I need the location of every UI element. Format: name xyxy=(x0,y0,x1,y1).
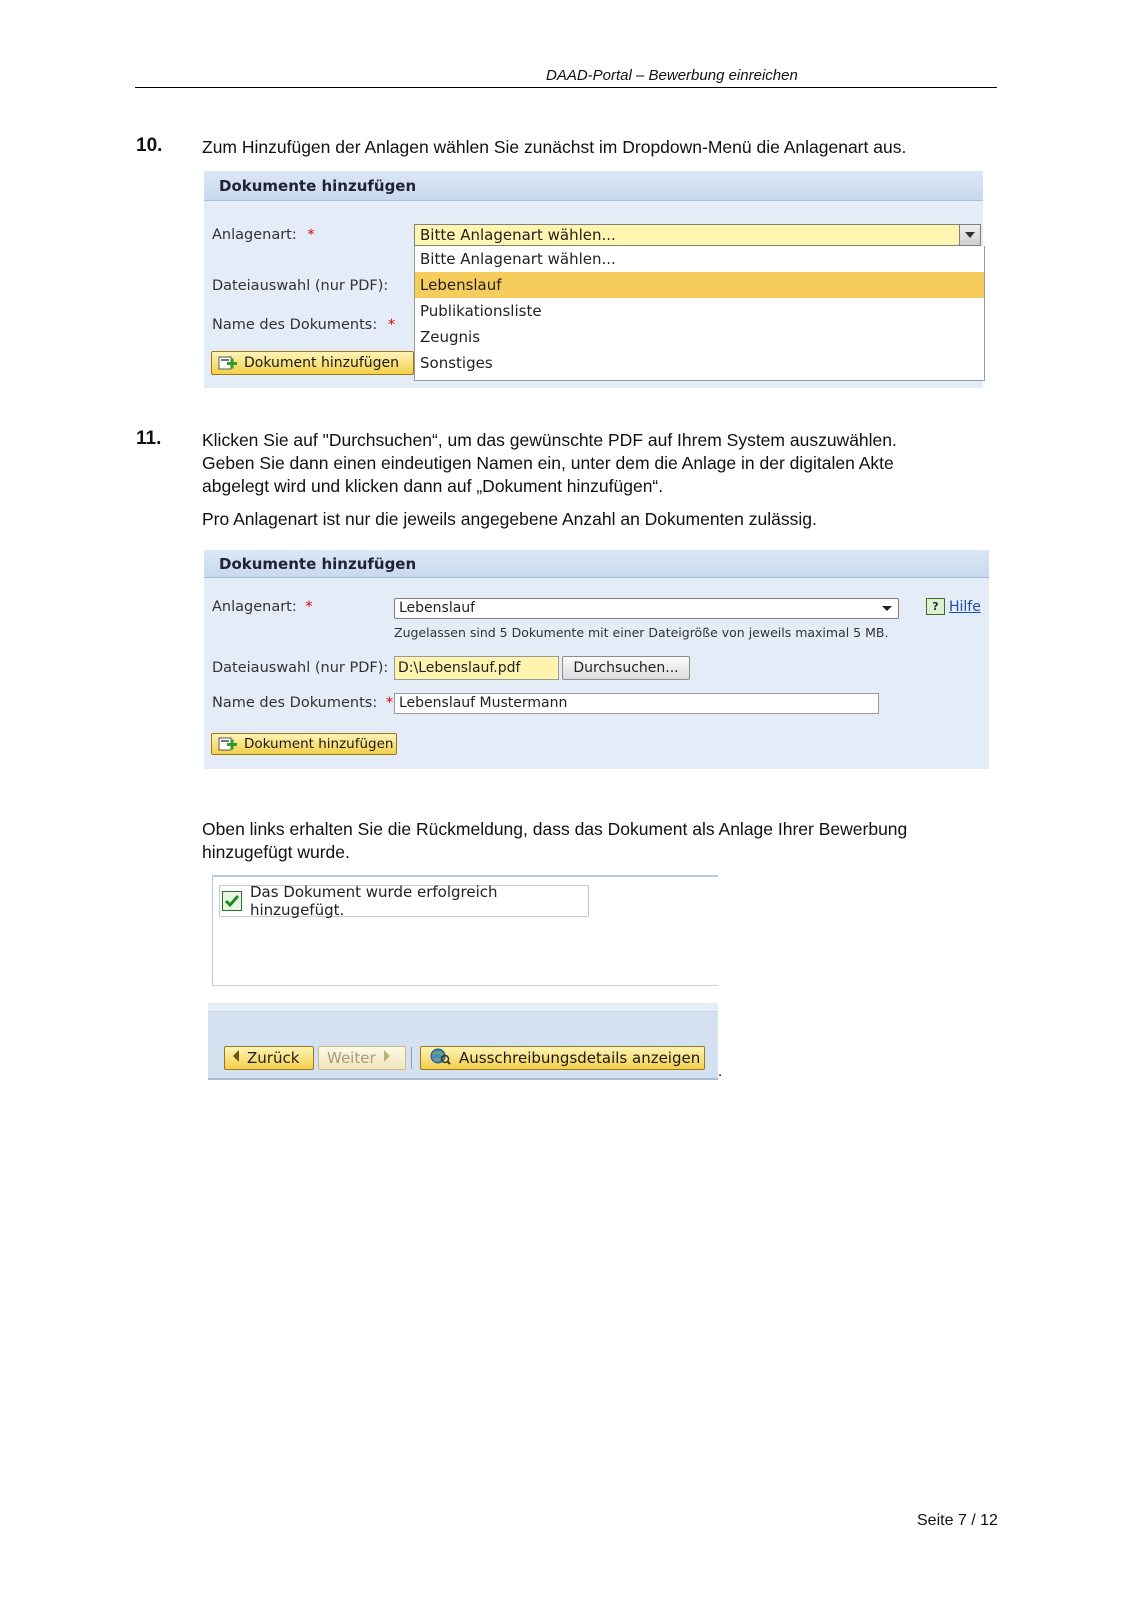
panel-title: Dokumente hinzufügen xyxy=(204,171,983,201)
add-document-button[interactable] xyxy=(211,733,397,755)
checkmark-icon xyxy=(222,891,242,911)
success-message xyxy=(219,885,589,917)
tender-details-button[interactable] xyxy=(420,1046,705,1070)
feedback-text-line-1: Oben links erhalten Sie die Rückmeldung, dass das Dokument als Anlage Ihrer Bewerbung xyxy=(202,819,908,839)
document-header-title: DAAD-Portal – Bewerbung einreichen xyxy=(546,67,798,84)
option-zeugnis[interactable]: Zeugnis xyxy=(420,328,481,346)
anlagenart-label-text: Anlagenart: xyxy=(212,227,297,243)
feedback-text-line-2: hinzugefügt wurde. xyxy=(202,842,350,862)
trailing-period: . xyxy=(718,1063,723,1080)
step-11-number: 11. xyxy=(136,428,162,449)
required-mark: * xyxy=(305,599,313,615)
select-value: Bitte Anlagenart wählen... xyxy=(420,226,616,244)
next-button-label: Weiter xyxy=(327,1049,376,1067)
anlagenart-options-list xyxy=(414,246,985,381)
step-11-text-line-2: Geben Sie dann einen eindeutigen Namen ein, unter dem die Anlage in der digitalen Akte xyxy=(202,453,894,473)
tender-details-button-label: Ausschreibungsdetails anzeigen xyxy=(459,1049,701,1067)
success-message-text: Das Dokument wurde erfolgreich hinzugefügt. xyxy=(250,883,498,919)
upload-hint: Zugelassen sind 5 Dokumente mit einer Dateigröße von jeweils maximal 5 MB. xyxy=(394,625,889,640)
required-mark: * xyxy=(387,317,396,333)
next-button[interactable] xyxy=(318,1046,406,1070)
help-icon: ? xyxy=(926,598,945,615)
panel-title: Dokumente hinzufügen xyxy=(204,550,989,578)
required-mark: * xyxy=(307,227,315,243)
help-link-label: Hilfe xyxy=(949,598,981,615)
feedback-message-area xyxy=(212,875,718,986)
toolbar-divider xyxy=(411,1047,412,1069)
back-button[interactable] xyxy=(224,1046,314,1070)
name-label xyxy=(212,695,393,711)
page-number: Seite 7 / 12 xyxy=(917,1512,998,1529)
step-11-text-line-3: abgelegt wird und klicken dann auf „Dokument hinzufügen“. xyxy=(202,476,664,496)
dropdown-arrow-icon[interactable] xyxy=(959,225,980,245)
globe-search-icon xyxy=(429,1047,451,1069)
arrow-left-icon xyxy=(231,1049,241,1067)
step-11-text-line-1: Klicken Sie auf "Durchsuchen“, um das gewünschte PDF auf Ihrem System auszuwählen. xyxy=(202,430,897,450)
back-button-label: Zurück xyxy=(247,1049,300,1067)
navigation-toolbar xyxy=(208,1003,718,1080)
dateiauswahl-label: Dateiauswahl (nur PDF): xyxy=(212,278,389,294)
header-rule xyxy=(135,87,997,88)
add-documents-panel-filled xyxy=(204,550,989,769)
step-11-text-2: Pro Anlagenart ist nur die jeweils angegebene Anzahl an Dokumenten zulässig. xyxy=(202,509,817,529)
anlagenart-select[interactable] xyxy=(394,598,899,619)
arrow-right-icon xyxy=(382,1049,392,1067)
anlagenart-label-text: Anlagenart: xyxy=(212,599,297,615)
toolbar-separator-line xyxy=(208,1011,718,1012)
help-link[interactable] xyxy=(926,598,981,615)
step-10-number: 10. xyxy=(136,135,163,156)
option-lebenslauf[interactable]: Lebenslauf xyxy=(415,272,984,298)
required-mark: * xyxy=(385,695,394,711)
add-document-button-label: Dokument hinzufügen xyxy=(244,355,399,371)
anlagenart-label xyxy=(212,227,315,243)
add-document-button[interactable] xyxy=(211,351,414,375)
browse-button[interactable]: Durchsuchen... xyxy=(562,656,690,680)
name-label-text: Name des Dokuments: xyxy=(212,695,378,711)
document-name-input[interactable]: Lebenslauf Mustermann xyxy=(394,693,879,714)
anlagenart-label xyxy=(212,599,313,615)
option-bitte-waehlen[interactable]: Bitte Anlagenart wählen... xyxy=(420,250,616,268)
add-document-icon xyxy=(218,736,238,752)
dateiauswahl-label: Dateiauswahl (nur PDF): xyxy=(212,660,389,676)
chevron-down-icon xyxy=(880,599,894,624)
option-publikationsliste[interactable]: Publikationsliste xyxy=(420,302,542,320)
add-document-button-label: Dokument hinzufügen xyxy=(244,736,394,752)
anlagenart-select-open[interactable] xyxy=(414,224,981,246)
step-10-text: Zum Hinzufügen der Anlagen wählen Sie zunächst im Dropdown-Menü die Anlagenart aus. xyxy=(202,137,907,157)
name-label-text: Name des Dokuments: xyxy=(212,317,378,333)
file-input[interactable]: D:\Lebenslauf.pdf xyxy=(394,656,559,680)
add-document-icon xyxy=(218,355,238,371)
add-documents-panel-dropdown xyxy=(204,171,983,388)
option-sonstiges[interactable]: Sonstiges xyxy=(420,354,493,372)
select-value: Lebenslauf xyxy=(399,600,476,616)
name-label xyxy=(212,317,395,333)
